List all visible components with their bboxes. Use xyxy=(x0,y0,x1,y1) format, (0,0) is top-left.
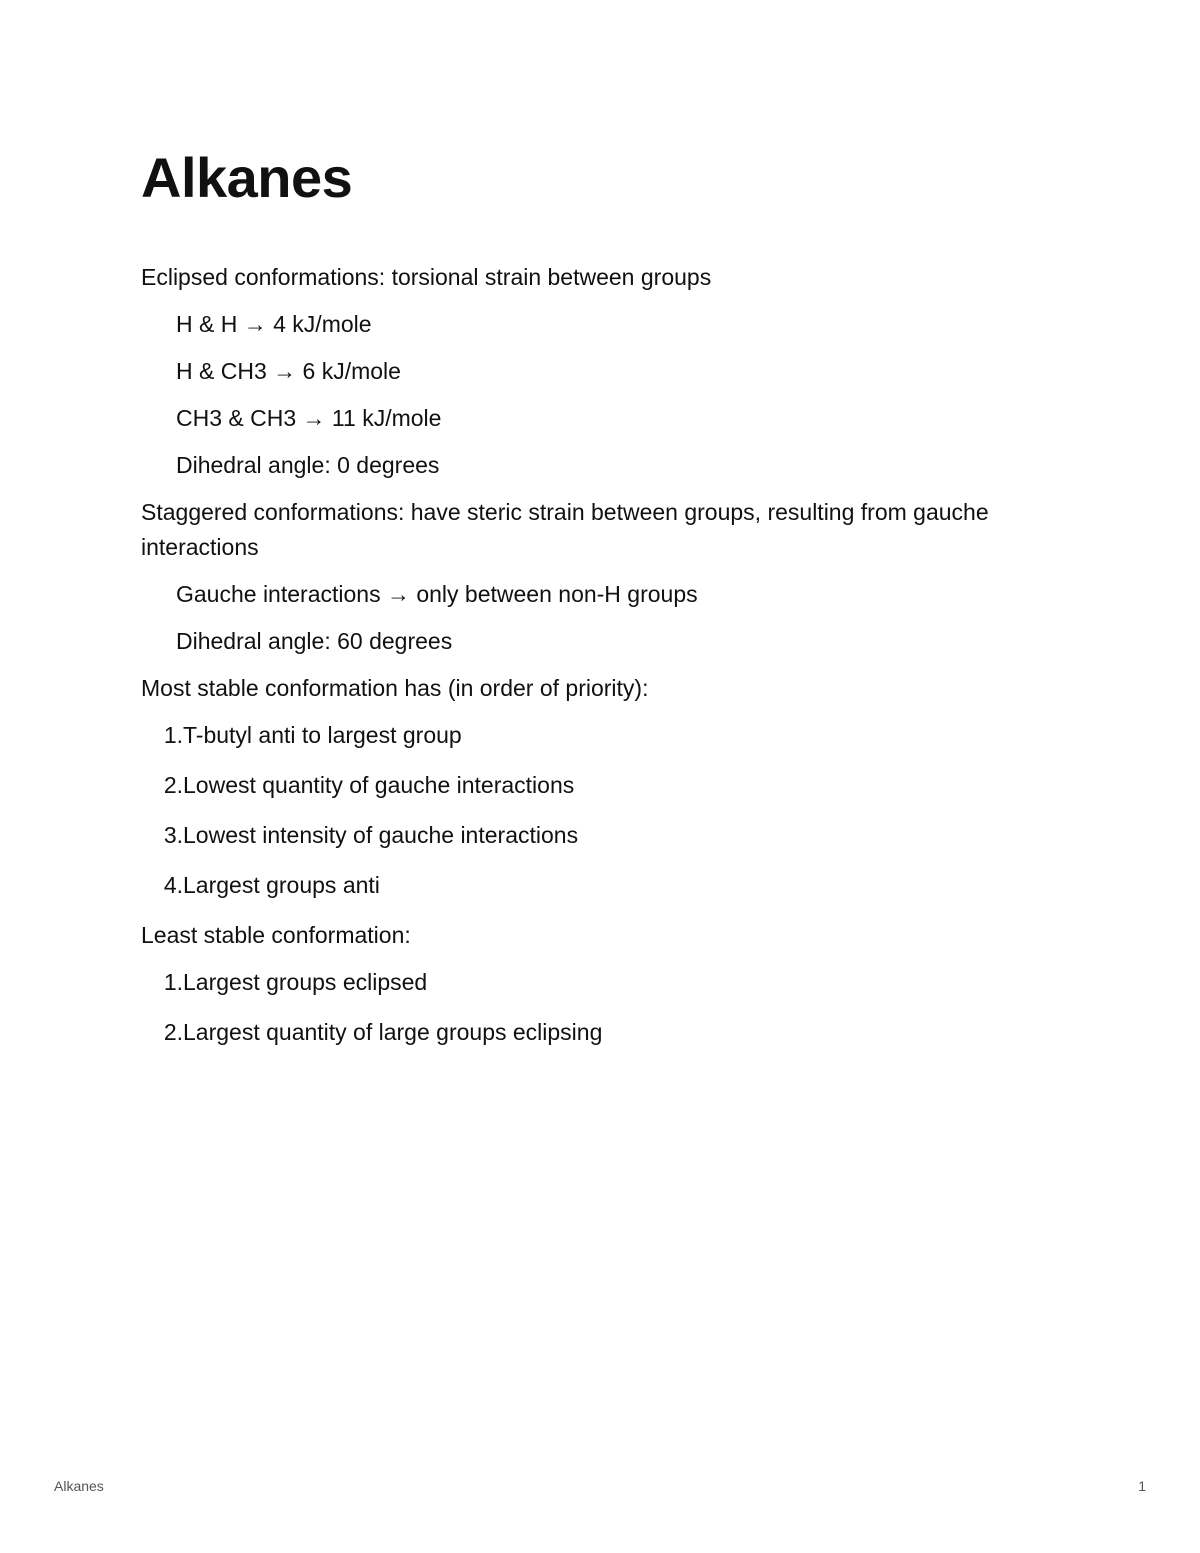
list-number: 1. xyxy=(163,969,183,995)
staggered-item: Gauche interactions → only between non-H groups xyxy=(176,581,698,607)
most-stable-heading: Most stable conformation has (in order of priority): xyxy=(141,675,649,701)
page-title: Alkanes xyxy=(141,146,353,209)
least-stable-list xyxy=(141,965,1021,1050)
eclipsed-item: H & CH3 → 6 kJ/mole xyxy=(176,358,401,384)
list-text: Lowest quantity of gauche interactions xyxy=(183,772,575,798)
list-item xyxy=(141,718,1021,753)
list-number: 3. xyxy=(163,822,183,848)
list-number: 4. xyxy=(163,872,183,898)
list-item xyxy=(141,768,1021,803)
list-text: Largest groups eclipsed xyxy=(183,969,428,995)
document-body xyxy=(141,260,1021,1065)
eclipsed-item: Dihedral angle: 0 degrees xyxy=(176,452,440,478)
footer-page-number: 1 xyxy=(1138,1478,1146,1494)
eclipsed-item: CH3 & CH3 → 11 kJ/mole xyxy=(176,405,442,431)
list-number: 2. xyxy=(163,1019,183,1045)
footer-document-title: Alkanes xyxy=(54,1478,104,1494)
list-text: Largest quantity of large groups eclipsing xyxy=(183,1019,603,1045)
list-item xyxy=(141,965,1021,1000)
most-stable-list xyxy=(141,718,1021,903)
list-item xyxy=(141,1015,1021,1050)
eclipsed-item: H & H → 4 kJ/mole xyxy=(176,311,372,337)
staggered-heading: Staggered conformations: have steric strain between groups, resulting from gauche interactions xyxy=(141,499,989,560)
list-number: 2. xyxy=(163,772,183,798)
list-number: 1. xyxy=(163,722,183,748)
list-text: T-butyl anti to largest group xyxy=(183,722,462,748)
eclipsed-heading: Eclipsed conformations: torsional strain between groups xyxy=(141,264,712,290)
list-item xyxy=(141,868,1021,903)
list-text: Lowest intensity of gauche interactions xyxy=(183,822,579,848)
least-stable-heading: Least stable conformation: xyxy=(141,922,411,948)
list-text: Largest groups anti xyxy=(183,872,380,898)
staggered-item: Dihedral angle: 60 degrees xyxy=(176,628,453,654)
list-item xyxy=(141,818,1021,853)
